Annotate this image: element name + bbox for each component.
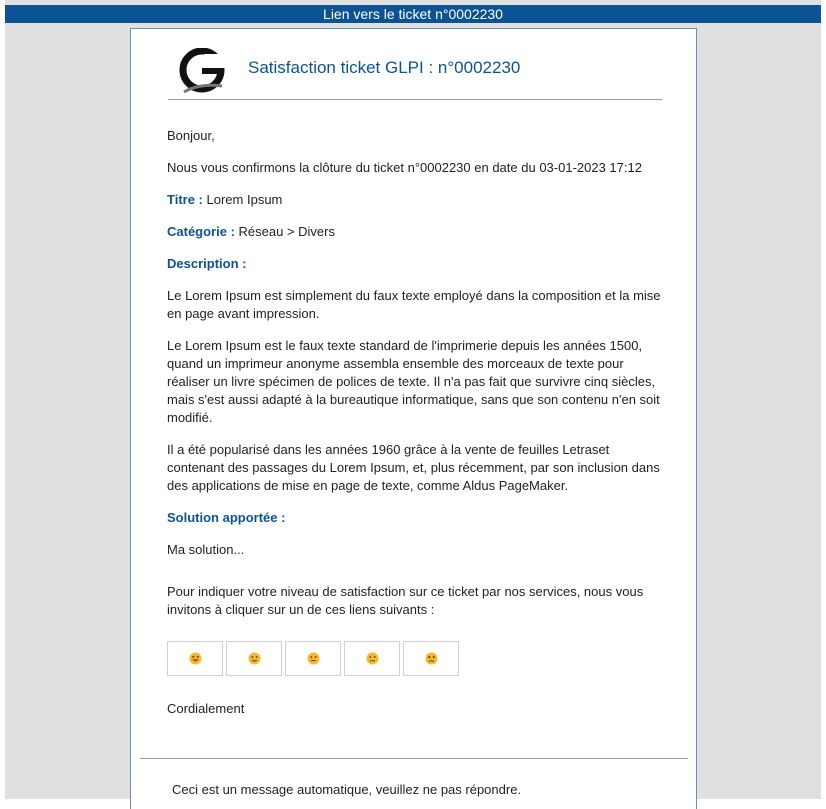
email-card [130,28,697,809]
automatic-message-notice: Ceci est un message automatique, veuillez ne pas répondre. [172,782,522,797]
title-label: Titre : [167,192,203,207]
confirmation-text: Nous vous confirmons la clôture du ticket n°0002230 en date du 03-01-2023 17:12 [167,160,642,175]
satisfaction-ratings [167,641,667,676]
neutral-face-icon [307,652,320,665]
rating-happy-link[interactable] [226,641,282,676]
email-content [167,127,667,732]
glpi-logo-icon [176,48,226,98]
unhappy-face-icon [366,652,379,665]
very-happy-face-icon [189,652,202,665]
title-value: Lorem Ipsum [206,192,283,207]
rating-neutral-link[interactable] [285,641,341,676]
category-value: Réseau > Divers [238,224,335,239]
description-paragraph-2: Le Lorem Ipsum est le faux texte standard de l'imprimerie depuis les années 1500, quand un imprimeur anonyme assembla ensemble des morceaux de texte pour réaliser un livre spécimen de polices de texte. Il n'a pas fait que survivre cinq siècles, mais s'est aussi adapté à la bureautique informatique, sans que son contenu n'en soit modifié. [167,338,660,425]
description-paragraph-3: Il a été popularisé dans les années 1960 grâce à la vente de feuilles Letraset contenant des passages du Lorem Ipsum, et, plus récemment, par son inclusion dans des applications de mise en page de texte, comme Aldus PageMaker. [167,442,660,493]
rating-unhappy-link[interactable] [344,641,400,676]
satisfaction-invitation: Pour indiquer votre niveau de satisfaction sur ce ticket par nos services, nous vous invitons à cliquer sur un de ces liens suivants : [167,584,644,617]
email-header [168,44,662,100]
rating-very-happy-link[interactable] [167,641,223,676]
happy-face-icon [248,652,261,665]
rating-very-unhappy-link[interactable] [403,641,459,676]
closing-text: Cordialement [167,701,245,716]
ticket-title-row [167,191,667,209]
solution-text: Ma solution... [167,542,245,557]
solution-label: Solution apportée : [167,510,286,525]
category-row [167,223,667,241]
email-title: Satisfaction ticket GLPI : n°0002230 [248,58,521,77]
ticket-link-banner[interactable]: Lien vers le ticket n°0002230 [5,5,821,23]
very-unhappy-face-icon [425,652,438,665]
greeting-text: Bonjour, [167,128,215,143]
category-label: Catégorie : [167,224,235,239]
description-label: Description : [167,256,247,271]
footer-divider [140,758,688,759]
description-paragraph-1: Le Lorem Ipsum est simplement du faux texte employé dans la composition et la mise en page avant impression. [167,288,661,321]
